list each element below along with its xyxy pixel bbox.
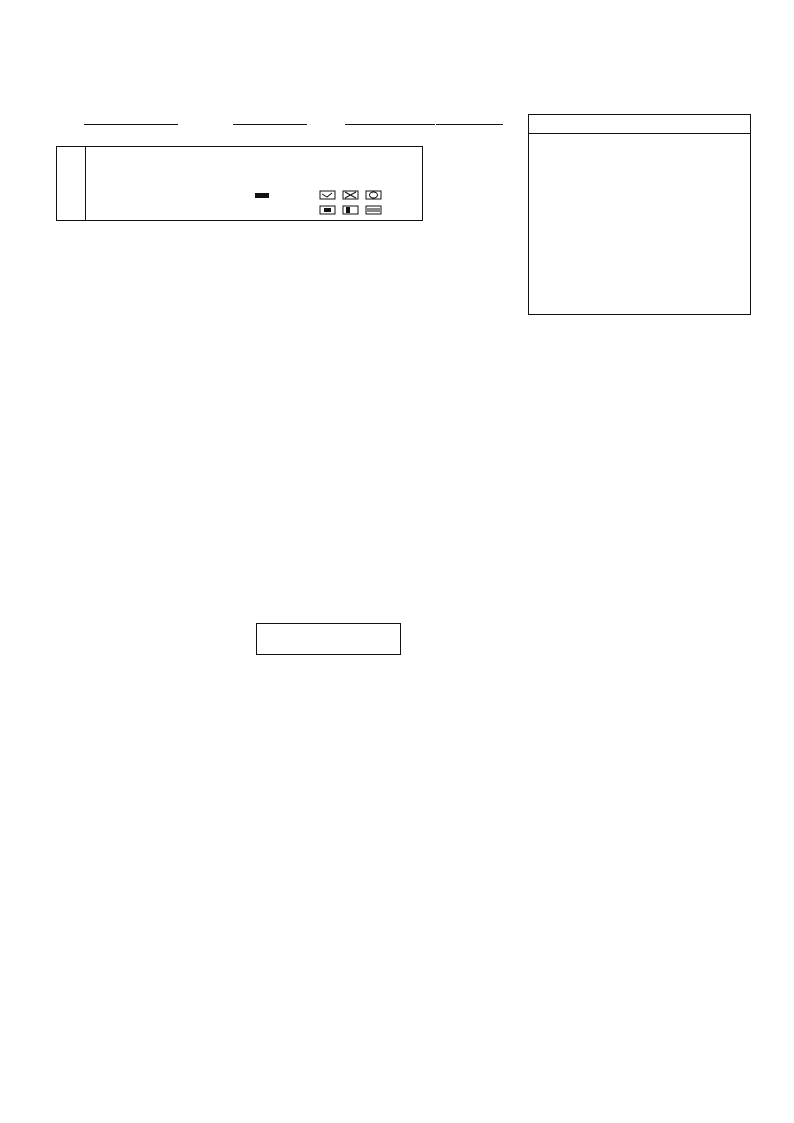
school-field[interactable] [84,124,178,125]
student-id-field[interactable] [436,124,503,125]
part2-title-box [256,623,401,655]
exam-number-grid [528,114,751,315]
correct-fill-sample-icon [255,193,269,198]
wrong-fill-samples-2-icon [319,204,389,216]
name-field[interactable] [345,124,435,125]
notice-heading [57,147,86,220]
wrong-fill-samples-icon [319,189,389,201]
notice-box [56,146,423,221]
class-field[interactable] [233,124,307,125]
exam-number-input-row[interactable] [529,115,750,134]
